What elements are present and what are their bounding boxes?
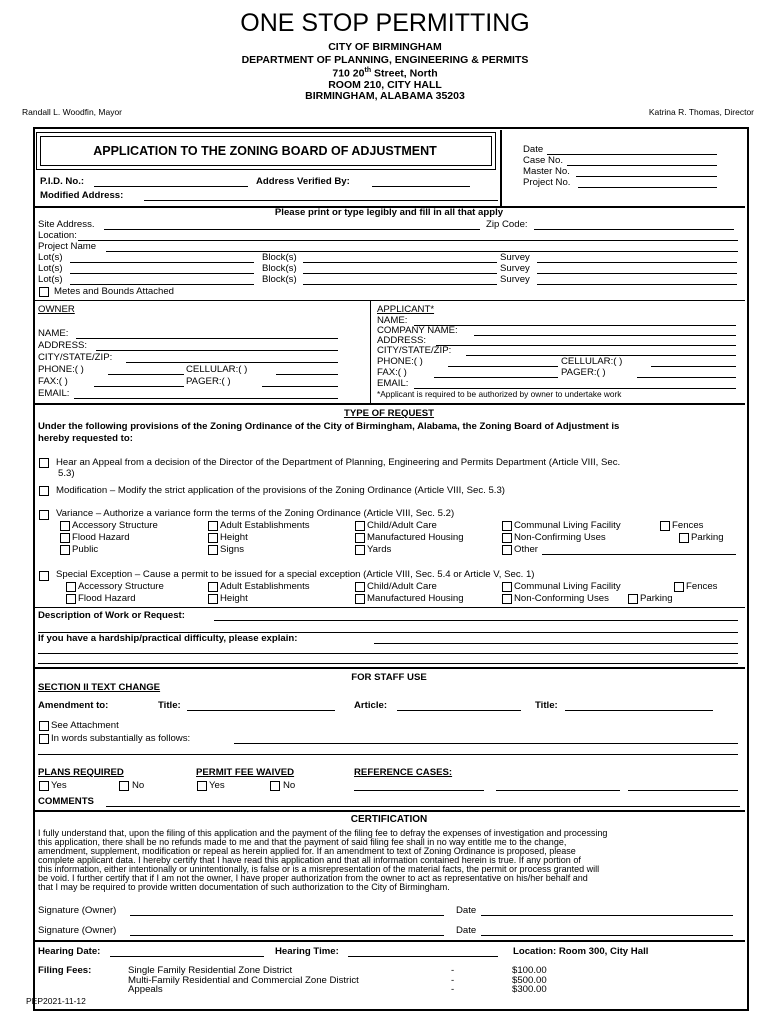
- title-field[interactable]: [187, 710, 335, 711]
- special-manufactured-checkbox[interactable]: [355, 594, 365, 604]
- applicant-note: *Applicant is required to be authorized by owner to undertake work: [377, 389, 622, 399]
- pid-label: P.I.D. No.:: [40, 176, 85, 187]
- variance-fences-label: Fences: [672, 520, 704, 531]
- form-title: APPLICATION TO THE ZONING BOARD OF ADJUSTMENT: [93, 144, 437, 158]
- blocks-field[interactable]: [303, 284, 497, 285]
- description-divider: [35, 607, 745, 608]
- hardship-field-line3[interactable]: [38, 663, 738, 664]
- variance-height-label: Height: [220, 532, 248, 543]
- owner-phone-label: PHONE:( ): [38, 364, 84, 375]
- fee-amount-appeals: $300.00: [512, 984, 547, 995]
- page-title: ONE STOP PERMITTING: [240, 9, 530, 37]
- project-no-label: Project No.: [523, 177, 571, 188]
- signature-owner-field-2[interactable]: [130, 935, 444, 936]
- special-fences-checkbox[interactable]: [674, 582, 684, 592]
- address-verified-label: Address Verified By:: [256, 176, 350, 187]
- reference-case-field-3[interactable]: [628, 790, 738, 791]
- hearing-divider: [35, 940, 745, 942]
- fee-yes-checkbox[interactable]: [197, 781, 207, 791]
- special-height-label: Height: [220, 593, 248, 604]
- variance-manufactured-checkbox[interactable]: [355, 533, 365, 543]
- hardship-field[interactable]: [374, 643, 738, 644]
- title-field-2[interactable]: [565, 710, 713, 711]
- fee-multi-family: Multi-Family Residential and Commercial Zone District: [128, 975, 359, 986]
- owner-fax-label: FAX:( ): [38, 376, 68, 387]
- special-parking-label: Parking: [640, 593, 673, 604]
- variance-other-label: Other: [514, 544, 538, 555]
- see-attachment-checkbox[interactable]: [39, 721, 49, 731]
- hearing-date-field[interactable]: [110, 956, 264, 957]
- article-field[interactable]: [397, 710, 521, 711]
- variance-checkbox[interactable]: [39, 510, 49, 520]
- plans-no-checkbox[interactable]: [119, 781, 129, 791]
- variance-public-label: Public: [72, 544, 99, 555]
- staff-heading: FOR STAFF USE: [351, 672, 427, 683]
- cert-text-line4: complete applicant data. I hereby certify that I have read this application and that all information contained herein is true. If any portion of: [38, 855, 581, 865]
- special-communal-checkbox[interactable]: [502, 582, 512, 592]
- metes-label: Metes and Bounds Attached: [54, 286, 175, 297]
- instruction-text: Please print or type legibly and fill in all that apply: [274, 207, 504, 218]
- signature-date-label: Date: [456, 905, 477, 916]
- comments-field[interactable]: [106, 806, 740, 807]
- hearing-time-field[interactable]: [348, 956, 498, 957]
- title-label: Title:: [158, 700, 181, 711]
- case-no-label: Case No.: [523, 155, 563, 166]
- variance-parking-label: Parking: [691, 532, 724, 543]
- survey-field[interactable]: [537, 262, 737, 263]
- see-attachment-label: See Attachment: [51, 720, 119, 731]
- fee-no-label: No: [283, 780, 296, 791]
- variance-parking-checkbox[interactable]: [679, 533, 689, 543]
- variance-other-field[interactable]: [542, 554, 736, 555]
- survey-field[interactable]: [537, 273, 737, 274]
- blocks-label: Block(s): [262, 263, 297, 274]
- owner-city-label: CITY/STATE/ZIP:: [38, 352, 113, 363]
- section-ii-heading: SECTION II TEXT CHANGE: [38, 682, 161, 693]
- variance-height-checkbox[interactable]: [208, 533, 218, 543]
- modification-label: Modification – Modify the strict application of the provisions of the Zoning Ordinance (Article VIII, Sec. 5.3): [56, 485, 505, 496]
- fee-amount-multi: $500.00: [512, 975, 547, 986]
- owner-phone-field[interactable]: [108, 374, 184, 375]
- applicant-name-field[interactable]: [414, 325, 736, 326]
- in-words-checkbox[interactable]: [39, 734, 49, 744]
- variance-nonconforming-checkbox[interactable]: [502, 533, 512, 543]
- title-label-2: Title:: [535, 700, 558, 711]
- plans-no-label: No: [132, 780, 145, 791]
- cert-divider: [35, 810, 745, 812]
- signature-owner-label: Signature (Owner): [38, 905, 117, 916]
- date-label: Date: [523, 144, 544, 155]
- applicant-cellular-field[interactable]: [651, 366, 736, 367]
- appeal-label-cont: 5.3): [58, 468, 75, 479]
- owner-address-field[interactable]: [96, 350, 338, 351]
- survey-label: Survey: [500, 252, 530, 263]
- city-name: CITY OF BIRMINGHAM: [328, 41, 442, 53]
- owner-email-label: EMAIL:: [38, 388, 70, 399]
- in-words-field[interactable]: [234, 743, 738, 744]
- company-name-field[interactable]: [474, 335, 736, 336]
- survey-label: Survey: [500, 263, 530, 274]
- blocks-label: Block(s): [262, 252, 297, 263]
- cert-text-line3: amendment, supplement, modification or repeal as herein applied for. If an amendment to text of Zoning Ordinance is proposed, please: [38, 846, 576, 856]
- applicant-email-label: EMAIL:: [377, 378, 409, 389]
- plans-yes-checkbox[interactable]: [39, 781, 49, 791]
- filing-fees-label: Filing Fees:: [38, 965, 92, 976]
- request-intro-line2: hereby requested to:: [38, 433, 133, 444]
- variance-yards-label: Yards: [367, 544, 392, 555]
- plans-required-label: PLANS REQUIRED: [38, 767, 124, 778]
- hearing-time-label: Hearing Time:: [275, 946, 339, 957]
- owner-heading: OWNER: [38, 304, 75, 315]
- owner-divider: [35, 300, 745, 301]
- zip-code-field[interactable]: [534, 229, 734, 230]
- owner-fax-field[interactable]: [94, 386, 184, 387]
- applicant-heading: APPLICANT*: [377, 304, 435, 315]
- variance-communal-label: Communal Living Facility: [514, 520, 621, 531]
- location-label: Location:: [38, 230, 77, 241]
- owner-address-label: ADDRESS:: [38, 340, 88, 351]
- owner-city-field[interactable]: [126, 362, 338, 363]
- owner-pager-label: PAGER:( ): [186, 376, 231, 387]
- street-name: Street, North: [371, 67, 438, 80]
- zip-code-label: Zip Code:: [486, 219, 528, 230]
- variance-flood-checkbox[interactable]: [60, 533, 70, 543]
- variance-accessory-checkbox[interactable]: [60, 521, 70, 531]
- description-label: Description of Work or Request:: [38, 610, 185, 621]
- variance-public-checkbox[interactable]: [60, 545, 70, 555]
- request-intro-line1: Under the following provisions of the Zoning Ordinance of the City of Birmingham, Alabama, the Zoning Board of Adjustment is: [38, 421, 620, 432]
- lots-field[interactable]: [70, 284, 254, 285]
- applicant-address-label: ADDRESS:: [377, 335, 427, 346]
- in-words-field-line2[interactable]: [38, 754, 738, 755]
- signature-date-field[interactable]: [481, 915, 733, 916]
- blocks-label: Block(s): [262, 274, 297, 285]
- survey-field[interactable]: [537, 284, 737, 285]
- applicant-address-field[interactable]: [436, 345, 736, 346]
- mayor-name: Randall L. Woodfin, Mayor: [22, 107, 123, 117]
- lots-label: Lot(s): [38, 274, 63, 285]
- fee-yes-label: Yes: [209, 780, 225, 791]
- special-height-checkbox[interactable]: [208, 594, 218, 604]
- cert-heading: CERTIFICATION: [350, 814, 428, 825]
- hardship-label: If you have a hardship/practical difficulty, please explain:: [38, 633, 298, 644]
- date-field[interactable]: [547, 154, 717, 155]
- special-exception-label: Special Exception – Cause a permit to be issued for a special exception (Article VIII, Sec. 5.4 or Article V, Sec. 1): [56, 569, 535, 580]
- signature-owner-label-2: Signature (Owner): [38, 925, 117, 936]
- fee-amount-single: $100.00: [512, 965, 547, 976]
- variance-child-label: Child/Adult Care: [367, 520, 437, 531]
- cert-text-line6: be void. I further certify that if I am not the owner, I have proper authorization from the owner to act as representative on his/her behalf and: [38, 873, 588, 883]
- case-no-field[interactable]: [567, 165, 717, 166]
- applicant-city-label: CITY/STATE/ZIP:: [377, 345, 452, 356]
- room-address: ROOM 210, CITY HALL: [328, 79, 442, 91]
- special-exception-checkbox[interactable]: [39, 571, 49, 581]
- article-label: Article:: [354, 700, 388, 711]
- variance-signs-label: Signs: [220, 544, 244, 555]
- applicant-name-label: NAME:: [377, 315, 408, 326]
- master-no-field[interactable]: [576, 176, 717, 177]
- cert-text-line1: I fully understand that, upon the filing of this application and the payment of the filing fee to defray the expenses of investigation and processing: [38, 828, 608, 838]
- appeal-checkbox[interactable]: [39, 458, 49, 468]
- variance-manufactured-label: Manufactured Housing: [367, 532, 464, 543]
- owner-email-field[interactable]: [74, 398, 338, 399]
- signature-date-label-2: Date: [456, 925, 477, 936]
- department-name: DEPARTMENT OF PLANNING, ENGINEERING & PERMITS: [241, 54, 529, 66]
- project-name-field[interactable]: [106, 251, 738, 252]
- reference-case-field-1[interactable]: [354, 790, 484, 791]
- director-name: Katrina R. Thomas, Director: [648, 107, 754, 117]
- applicant-fax-field[interactable]: [434, 377, 558, 378]
- street-ordinal: th: [364, 67, 372, 74]
- applicant-pager-field[interactable]: [637, 377, 736, 378]
- special-manufactured-label: Manufactured Housing: [367, 593, 464, 604]
- cert-text-line2: this application, there shall be no refunds made to me and that the payment of said filing fee shall in no way entitle me to the change,: [38, 837, 567, 847]
- special-flood-label: Flood Hazard: [78, 593, 136, 604]
- lots-field[interactable]: [70, 273, 254, 274]
- variance-label: Variance – Authorize a variance form the terms of the Zoning Ordinance (Article VIII, Sec. 5.2): [56, 508, 455, 519]
- blocks-field[interactable]: [303, 262, 497, 263]
- comments-label: COMMENTS: [38, 796, 94, 807]
- fee-dash: -: [451, 965, 455, 976]
- special-accessory-checkbox[interactable]: [66, 582, 76, 592]
- blocks-field[interactable]: [303, 273, 497, 274]
- project-name-label: Project Name: [38, 241, 97, 252]
- company-name-label: COMPANY NAME:: [377, 325, 458, 336]
- special-nonconforming-label: Non-Conforming Uses: [514, 593, 609, 604]
- fee-appeals: Appeals: [128, 984, 163, 995]
- signature-owner-field[interactable]: [130, 915, 444, 916]
- reference-cases-label: REFERENCE CASES:: [354, 767, 453, 778]
- owner-name-field[interactable]: [76, 338, 338, 339]
- owner-pager-field[interactable]: [262, 386, 338, 387]
- variance-yards-checkbox[interactable]: [355, 545, 365, 555]
- description-field[interactable]: [214, 620, 738, 621]
- applicant-phone-field[interactable]: [448, 366, 558, 367]
- request-divider: [35, 403, 745, 405]
- metes-checkbox[interactable]: [39, 287, 49, 297]
- owner-cellular-label: CELLULAR:( ): [186, 364, 248, 375]
- applicant-cellular-label: CELLULAR:( ): [561, 356, 623, 367]
- special-child-checkbox[interactable]: [355, 582, 365, 592]
- street-address: [0, 67, 770, 79]
- site-address-label: Site Address.: [38, 219, 95, 230]
- fee-single-family: Single Family Residential Zone District: [128, 965, 293, 976]
- variance-communal-checkbox[interactable]: [502, 521, 512, 531]
- hearing-location: Location: Room 300, City Hall: [513, 946, 649, 957]
- variance-accessory-label: Accessory Structure: [72, 520, 158, 531]
- variance-other-checkbox[interactable]: [502, 545, 512, 555]
- applicant-fax-label: FAX:( ): [377, 367, 407, 378]
- variance-child-checkbox[interactable]: [355, 521, 365, 531]
- variance-nonconforming-label: Non-Confirming Uses: [514, 532, 606, 543]
- modified-address-label: Modified Address:: [40, 190, 124, 201]
- fee-dash: -: [451, 975, 455, 986]
- special-accessory-label: Accessory Structure: [78, 581, 164, 592]
- variance-flood-label: Flood Hazard: [72, 532, 130, 543]
- special-flood-checkbox[interactable]: [66, 594, 76, 604]
- lots-field[interactable]: [70, 262, 254, 263]
- location-field[interactable]: [78, 240, 738, 241]
- fee-no-checkbox[interactable]: [270, 781, 280, 791]
- owner-applicant-divider: [370, 300, 371, 403]
- project-no-field[interactable]: [578, 187, 717, 188]
- reference-case-field-2[interactable]: [496, 790, 620, 791]
- variance-signs-checkbox[interactable]: [208, 545, 218, 555]
- pid-field[interactable]: [94, 186, 248, 187]
- special-parking-checkbox[interactable]: [628, 594, 638, 604]
- cert-text-line5: this information, either intentionally or unintentionally, is false or is a misrepresentation of the material facts, the permit or process granted will: [38, 864, 600, 874]
- special-fences-label: Fences: [686, 581, 718, 592]
- street-number: 710 20: [332, 67, 365, 80]
- form-code: PEP2021-11-12: [26, 996, 86, 1006]
- special-adult-checkbox[interactable]: [208, 582, 218, 592]
- staff-divider: [35, 667, 745, 669]
- amendment-label: Amendment to:: [38, 700, 109, 711]
- lots-label: Lot(s): [38, 252, 63, 263]
- request-heading: TYPE OF REQUEST: [343, 408, 435, 419]
- appeal-label: Hear an Appeal from a decision of the Director of the Department of Planning, Engineering and Permits Department (Article VIII, Sec.: [56, 457, 621, 468]
- hearing-date-label: Hearing Date:: [38, 946, 101, 957]
- special-child-label: Child/Adult Care: [367, 581, 437, 592]
- in-words-label: In words substantially as follows:: [51, 733, 191, 744]
- special-communal-label: Communal Living Facility: [514, 581, 621, 592]
- variance-adult-label: Adult Establishments: [220, 520, 310, 531]
- owner-cellular-field[interactable]: [276, 374, 338, 375]
- plans-yes-label: Yes: [51, 780, 67, 791]
- variance-fences-checkbox[interactable]: [660, 521, 670, 531]
- master-no-label: Master No.: [523, 166, 570, 177]
- signature-date-field-2[interactable]: [481, 935, 733, 936]
- site-address-field[interactable]: [104, 229, 480, 230]
- modification-checkbox[interactable]: [39, 486, 49, 496]
- city-state-zip: BIRMINGHAM, ALABAMA 35203: [305, 90, 465, 102]
- hardship-field-line2[interactable]: [38, 653, 738, 654]
- fee-dash: -: [451, 984, 455, 995]
- fee-waived-label: PERMIT FEE WAIVED: [196, 767, 295, 778]
- special-adult-label: Adult Establishments: [220, 581, 310, 592]
- owner-name-label: NAME:: [38, 328, 69, 339]
- address-verified-field[interactable]: [372, 186, 470, 187]
- modified-address-field[interactable]: [144, 200, 498, 201]
- top-divider: [500, 130, 502, 206]
- applicant-phone-label: PHONE:( ): [377, 356, 423, 367]
- lots-label: Lot(s): [38, 263, 63, 274]
- survey-label: Survey: [500, 274, 530, 285]
- cert-text-line7: that I may be required to provide written documentation of such authorization to the City of Birmingham.: [38, 882, 450, 892]
- applicant-pager-label: PAGER:( ): [561, 367, 606, 378]
- variance-adult-checkbox[interactable]: [208, 521, 218, 531]
- special-nonconforming-checkbox[interactable]: [502, 594, 512, 604]
